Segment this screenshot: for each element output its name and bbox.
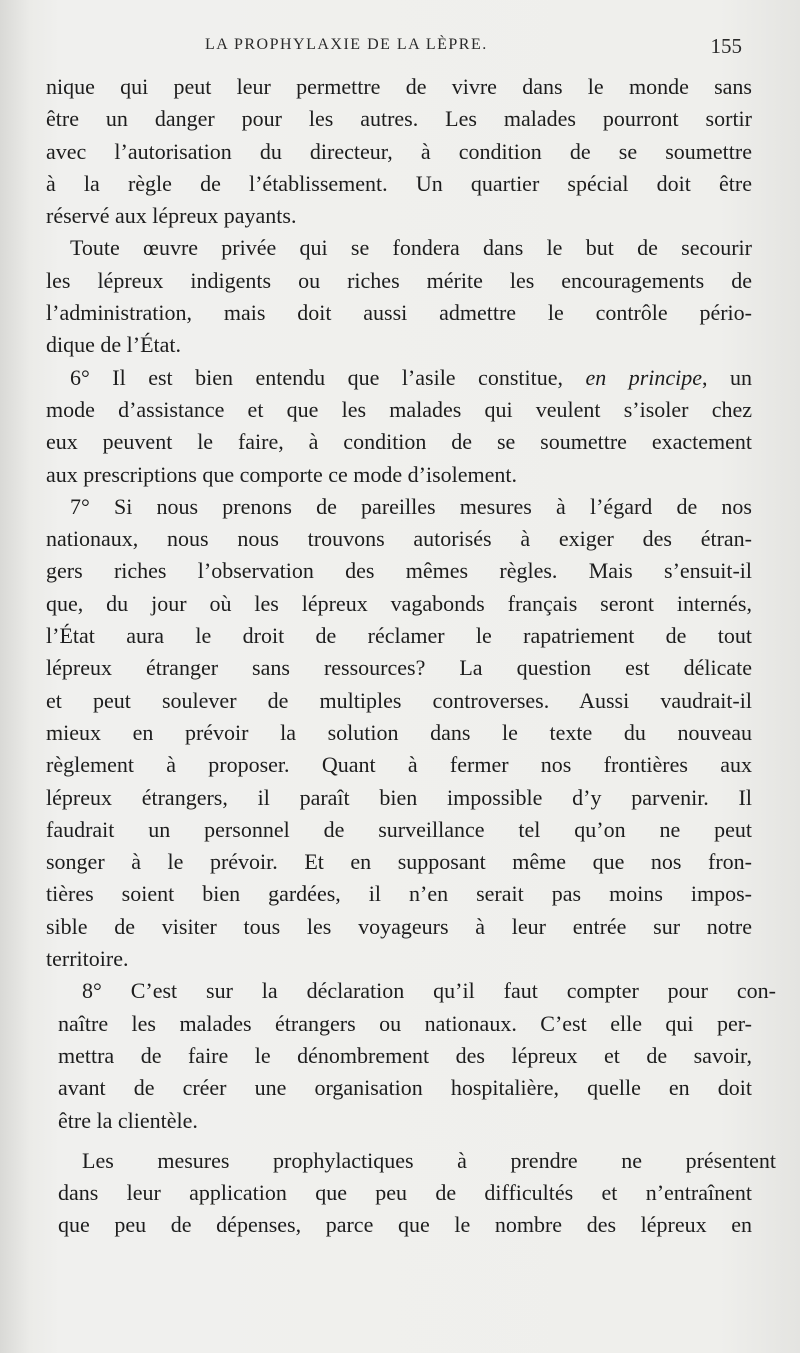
body-text [46, 71, 776, 1242]
text-line: territoire. [46, 946, 129, 972]
text-line: à la règle de l’établissement. Un quartier spécial doit être [46, 170, 752, 196]
text-line: songer à le prévoir. Et en supposant même que nos fron- [46, 849, 752, 875]
text-line: être la clientèle. [58, 1107, 198, 1133]
text-line: l’État aura le droit de réclamer le rapatriement de tout [46, 623, 752, 649]
text-line: dique de l’État. [46, 332, 182, 358]
text-fragment: , un [702, 364, 752, 390]
text-line: 8° C’est sur la déclaration qu’il faut compter pour con- [82, 978, 776, 1004]
text-line: que, du jour où les lépreux vagabonds français seront internés, [46, 590, 752, 616]
text-line: 7° Si nous prenons de pareilles mesures à l’égard de nos [70, 493, 752, 519]
text-line: être un danger pour les autres. Les malades pourront sortir [46, 106, 752, 132]
text-line: nique qui peut leur permettre de vivre dans le monde sans [46, 74, 752, 99]
text-line: les lépreux indigents ou riches mérite les encouragements de [46, 267, 752, 293]
text-line: mode d’assistance et que les malades qui veulent s’isoler chez [46, 396, 752, 422]
text-line: que peu de dépenses, parce que le nombre des lépreux en [58, 1212, 752, 1238]
text-line: gers riches l’observation des mêmes règles. Mais s’ensuit-il [46, 558, 752, 584]
page-header [0, 36, 800, 64]
text-line: naître les malades étrangers ou nationaux. C’est elle qui per- [58, 1010, 752, 1036]
text-line: dans leur application que peu de difficultés et n’entraînent [58, 1180, 752, 1206]
page-number: 155 [710, 34, 742, 58]
text-line: eux peuvent le faire, à condition de se soumettre exactement [46, 429, 752, 455]
text-line: avant de créer une organisation hospitalière, quelle en doit [58, 1075, 752, 1101]
text-line: aux prescriptions que comporte ce mode d’isolement. [46, 461, 518, 487]
text-line: faudrait un personnel de surveillance tel qu’on ne peut [46, 816, 752, 842]
text-line: réservé aux lépreux payants. [46, 203, 297, 229]
text-line: avec l’autorisation du directeur, à condition de se soumettre [46, 138, 752, 164]
text-fragment: 6° Il est bien entendu que l’asile constitue, [70, 364, 586, 390]
text-line [46, 362, 752, 394]
text-line: sible de visiter tous les voyageurs à leur entrée sur notre [46, 913, 752, 939]
text-line: mettra de faire le dénombrement des lépreux et de savoir, [58, 1042, 752, 1068]
text-line: Les mesures prophylactiques à prendre ne présentent [82, 1147, 776, 1173]
running-head: LA PROPHYLAXIE DE LA LÈPRE. [205, 36, 488, 53]
text-line: nationaux, nous nous trouvons autorisés à exiger des étran- [46, 526, 752, 552]
text-line: lépreux étrangers, il paraît bien impossible d’y parvenir. Il [46, 784, 752, 810]
text-line: l’administration, mais doit aussi admettre le contrôle pério- [46, 300, 752, 326]
text-line: Toute œuvre privée qui se fondera dans le but de secourir [70, 235, 752, 261]
text-line: mieux en prévoir la solution dans le texte du nouveau [46, 719, 752, 745]
text-line: règlement à proposer. Quant à fermer nos frontières aux [46, 752, 752, 778]
text-line: lépreux étranger sans ressources? La question est délicate [46, 655, 752, 681]
text-line: tières soient bien gardées, il n’en serait pas moins impos- [46, 881, 752, 907]
text-line: et peut soulever de multiples controverses. Aussi vaudrait-il [46, 687, 752, 713]
italic-fragment: en principe [585, 364, 703, 390]
